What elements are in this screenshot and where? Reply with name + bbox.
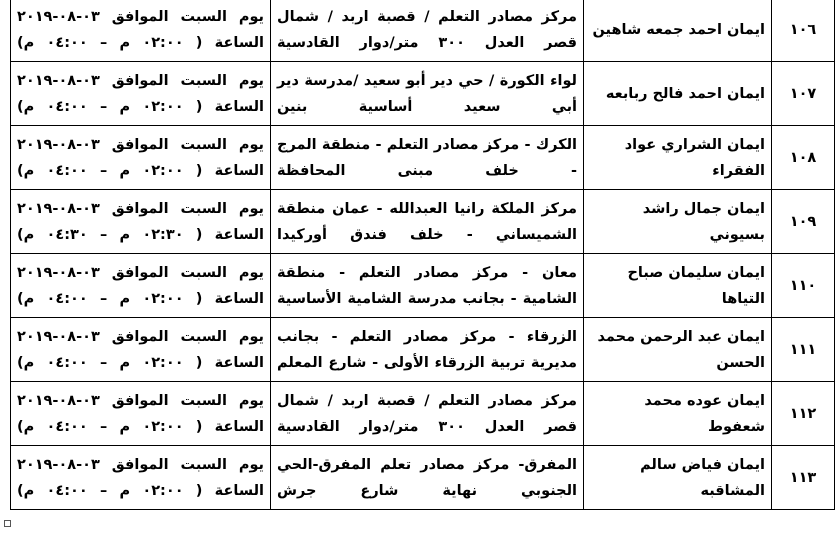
candidate-name: ايمان جمال راشد بسيوني xyxy=(584,190,772,254)
date-line: يوم السبت الموافق ٠٣-٠٨-٢٠١٩ xyxy=(17,328,264,345)
row-number: ١٠٧ xyxy=(772,62,835,126)
exam-time xyxy=(11,0,271,62)
exam-location xyxy=(271,126,584,190)
exam-time xyxy=(11,62,271,126)
row-number: ١١١ xyxy=(772,318,835,382)
location-line: الكرك - مركز مصادر التعلم - منطقة المرج xyxy=(277,136,577,153)
date-line: يوم السبت الموافق ٠٣-٠٨-٢٠١٩ xyxy=(17,8,264,25)
location-line: مركز الملكة رانيا العبدالله - عمان منطقة xyxy=(277,200,577,217)
time-line: الساعة ( ٠٢:٠٠ م – ٠٤:٠٠ م) xyxy=(17,34,264,51)
date-line: يوم السبت الموافق ٠٣-٠٨-٢٠١٩ xyxy=(17,264,264,281)
exam-location xyxy=(271,62,584,126)
date-line: يوم السبت الموافق ٠٣-٠٨-٢٠١٩ xyxy=(17,392,264,409)
candidate-name: ايمان عوده محمد شعفوط xyxy=(584,382,772,446)
location-line: أبي سعيد أساسية بنين xyxy=(277,98,577,115)
candidate-name: ايمان الشراري عواد الفقراء xyxy=(584,126,772,190)
exam-time xyxy=(11,126,271,190)
candidate-name: ايمان عبد الرحمن محمد الحسن xyxy=(584,318,772,382)
location-line: الشميساني - خلف فندق أوركيدا xyxy=(277,226,577,243)
exam-location xyxy=(271,382,584,446)
exam-location xyxy=(271,446,584,510)
location-line: المفرق- مركز مصادر تعلم المفرق-الحي xyxy=(277,456,577,473)
location-line: مديرية تربية الزرقاء الأولى - شارع المعلم xyxy=(277,354,577,371)
row-number: ١٠٦ xyxy=(772,0,835,62)
date-line: يوم السبت الموافق ٠٣-٠٨-٢٠١٩ xyxy=(17,136,264,153)
table-body xyxy=(11,0,835,510)
exam-location xyxy=(271,318,584,382)
location-line: قصر العدل ٣٠٠ متر/دوار القادسية xyxy=(277,34,577,51)
exam-time xyxy=(11,318,271,382)
location-line: الجنوبي نهاية شارع جرش xyxy=(277,482,577,499)
candidate-name: ايمان سليمان صباح التياها xyxy=(584,254,772,318)
location-line: قصر العدل ٣٠٠ متر/دوار القادسية xyxy=(277,418,577,435)
row-number: ١٠٩ xyxy=(772,190,835,254)
date-line: يوم السبت الموافق ٠٣-٠٨-٢٠١٩ xyxy=(17,456,264,473)
exam-time xyxy=(11,382,271,446)
table-row xyxy=(11,446,835,510)
location-line: معان - مركز مصادر التعلم - منطقة xyxy=(277,264,577,281)
candidate-name: ايمان فياض سالم المشاقبه xyxy=(584,446,772,510)
table-row xyxy=(11,318,835,382)
exam-location xyxy=(271,190,584,254)
table-row xyxy=(11,62,835,126)
candidate-name: ايمان احمد جمعه شاهين xyxy=(584,0,772,62)
exam-location xyxy=(271,0,584,62)
table-row xyxy=(11,254,835,318)
location-line: الزرقاء - مركز مصادر التعلم - بجانب xyxy=(277,328,577,345)
time-line: الساعة ( ٠٢:٠٠ م – ٠٤:٠٠ م) xyxy=(17,482,264,499)
exam-time xyxy=(11,446,271,510)
date-line: يوم السبت الموافق ٠٣-٠٨-٢٠١٩ xyxy=(17,72,264,89)
time-line: الساعة ( ٠٢:٠٠ م – ٠٤:٠٠ م) xyxy=(17,162,264,179)
table-corner-handle xyxy=(4,520,11,527)
date-line: يوم السبت الموافق ٠٣-٠٨-٢٠١٩ xyxy=(17,200,264,217)
table-row xyxy=(11,0,835,62)
row-number: ١٠٨ xyxy=(772,126,835,190)
time-line: الساعة ( ٠٢:٣٠ م – ٠٤:٣٠ م) xyxy=(17,226,264,243)
location-line: لواء الكورة / حي دير أبو سعيد /مدرسة دير xyxy=(277,72,577,89)
time-line: الساعة ( ٠٢:٠٠ م – ٠٤:٠٠ م) xyxy=(17,354,264,371)
table-row xyxy=(11,382,835,446)
candidate-name: ايمان احمد فالح ربابعه xyxy=(584,62,772,126)
row-number: ١١٠ xyxy=(772,254,835,318)
exam-location xyxy=(271,254,584,318)
row-number: ١١٢ xyxy=(772,382,835,446)
time-line: الساعة ( ٠٢:٠٠ م – ٠٤:٠٠ م) xyxy=(17,98,264,115)
table-row xyxy=(11,190,835,254)
exam-time xyxy=(11,254,271,318)
location-line: مركز مصادر التعلم / قصبة اربد / شمال xyxy=(277,392,577,409)
exam-schedule-table xyxy=(10,0,835,510)
table-row xyxy=(11,126,835,190)
row-number: ١١٣ xyxy=(772,446,835,510)
exam-time xyxy=(11,190,271,254)
location-line: مركز مصادر التعلم / قصبة اربد / شمال xyxy=(277,8,577,25)
location-line: - خلف مبنى المحافظة xyxy=(277,162,577,179)
time-line: الساعة ( ٠٢:٠٠ م – ٠٤:٠٠ م) xyxy=(17,418,264,435)
location-line: الشامية - بجانب مدرسة الشامية الأساسية xyxy=(277,290,577,307)
time-line: الساعة ( ٠٢:٠٠ م – ٠٤:٠٠ م) xyxy=(17,290,264,307)
